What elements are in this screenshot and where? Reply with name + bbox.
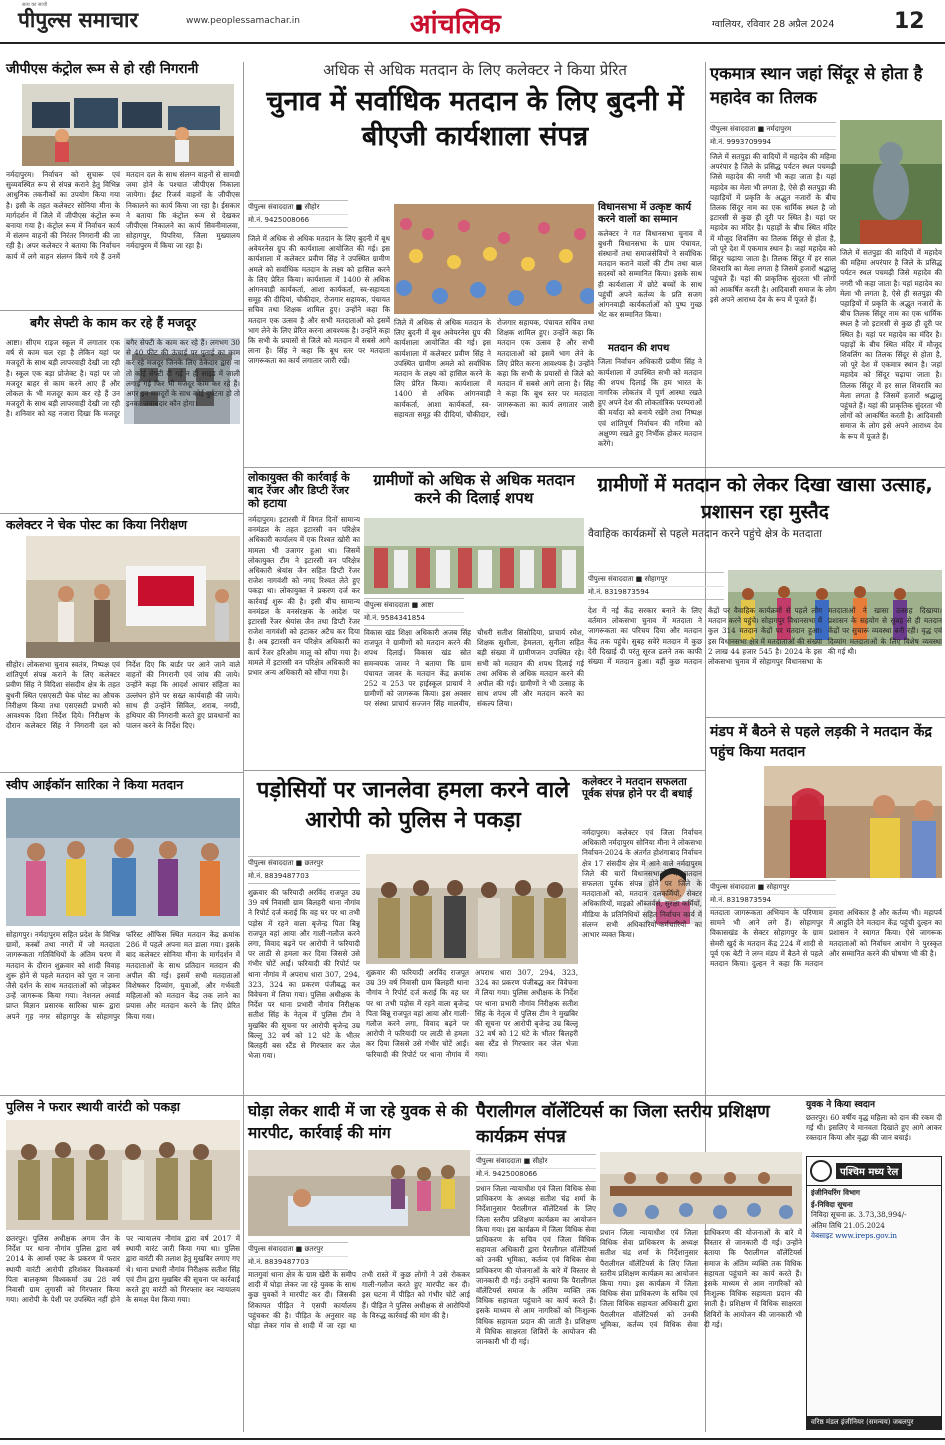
ad-line[interactable]: वेबसाइट www.ireps.gov.in	[811, 1230, 898, 1240]
body-continued: प्रधान जिला न्यायाधीश एवं जिला विधिक सेवा प्राधिकरण के अध्यक्ष सतीश चंद्र शर्मा के निर्देशानुसार पैरालीगल वॉलेंटियर्स के लिए जिला स्तरीय प्रशिक्षण कार्यक्रम का आयोजन किया गया। इस कार्यक्रम में जिला विधिक सेवा प्राधिकरण के सचिव एवं जिला विधिक सहायता अधिकारी द्वारा पैरालीगल वॉलेंटियर्स को उनकी भूमिका, कर्तव्य एवं विधिक सेवा प्राधिकरण की योजनाओं के बारे में विस्तार से जानकारी दी गई। उन्होंने बताया कि पैरालीगल वॉलेंटियर्स समाज के अंतिम व्यक्ति तक विधिक सहायता पहुंचाने का कार्य करते हैं। इसके माध्यम से आम नागरिकों को निःशुल्क विधिक सहायता प्रदान की जाती है। प्रशिक्षण में विधिक साक्षरता शिविरों के आयोजन की जानकारी भी दी गई।	[600, 1228, 802, 1329]
body: मातगुवां थाना क्षेत्र के ग्राम खेरी के समीप शादी में घोड़ा लेकर जा रहे युवक के साथ कुछ युवकों ने मारपीट कर दी। जिसकी शिकायत पीड़ित ने एसपी कार्यालय पहुंचकर की है। पीड़ित के अनुसार वह घोड़ा लेकर गांव से शादी में जा रहा था तभी रास्ते में कुछ लोगों ने उसे रोककर गाली-गलौज करते हुए मारपीट कर दी। इस घटना में पीड़ित को गंभीर चोटें आई हैं। पीड़ित ने पुलिस अधीक्षक से आरोपियों के विरुद्ध कार्रवाई की मांग की है।	[248, 1270, 470, 1331]
headline: कलेक्टर ने मतदान सफलता पूर्वक संपन्न होने पर दी बधाई	[582, 776, 693, 801]
shivling-photo	[840, 120, 942, 244]
body: विकास खंड शिक्षा अधिकारी अजब सिंह राजपूत ने ग्रामीणों को मतदान करने की शपथ दिलाई। विकास खंड स्रोत समन्वयक जावर ने बताया कि ग्राम पंचायत जावर के मतदान केंद्र क्रमांक 252 व 253 पर हाईस्कूल प्राचार्य ने ग्रामीणों को जागरूक किया। इस अवसर पर संस्था प्राचार्य सज्जन सिंह मालवीय, चौधरी सतीश सिसोदिया, प्राचार्य रमेश, शिक्षक सुशीला, हेमलता, सुनीता सहित बड़ी संख्या में ग्रामीणजन उपस्थित रहे। सभी को मतदान की शपथ दिलाई गई तथा अधिक से अधिक मतदान करने की अपील की गई। ग्रामीणों ने भी उत्साह के साथ शपथ ली और मतदान करने का संकल्प लिया।	[364, 628, 584, 709]
body: प्रधान जिला न्यायाधीश एवं जिला विधिक सेवा प्राधिकरण के अध्यक्ष सतीश चंद्र शर्मा के निर्देशानुसार पैरालीगल वॉलेंटियर्स के लिए जिला स्तरीय प्रशिक्षण कार्यक्रम का आयोजन किया गया। इस कार्यक्रम में जिला विधिक सेवा प्राधिकरण के सचिव एवं जिला विधिक सहायता अधिकारी द्वारा पैरालीगल वॉलेंटियर्स को उनकी भूमिका, कर्तव्य एवं विधिक सेवा प्राधिकरण की योजनाओं के बारे में विस्तार से जानकारी दी गई। उन्होंने बताया कि पैरालीगल वॉलेंटियर्स समाज के अंतिम व्यक्ति तक विधिक सहायता पहुंचाने का कार्य करते हैं। इसके माध्यम से आम नागरिकों को निःशुल्क विधिक सहायता प्रदान की जाती है। प्रशिक्षण में विधिक साक्षरता शिविरों के आयोजन की जानकारी भी दी गई।	[476, 1184, 596, 1347]
reporter-mobile: मो.नं. 8839487703	[248, 870, 360, 881]
body: शुक्रवार की फरियादी अरविंद राजपूत उम्र 39 वर्ष निवासी ग्राम बिलहरी थाना नौगांव ने रिपोर्ट दर्ज कराई कि वह घर पर था तभी पड़ोस में रहने वाला बृजेन्द्र पिता बिन्नू राजपूत वहां आया और गाली-गलौज करने लगा, विवाद बढ़ने पर आरोपी ने फरियादी पर लाठी से हमला कर दिया जिससे उसे गंभीर चोटें आईं। फरियादी की रिपोर्ट पर थाना नौगांव में अपराध धारा 307, 294, 323, 324 का प्रकरण पंजीबद्ध कर विवेचना में लिया गया। पुलिस अधीक्षक के निर्देश पर थाना प्रभारी नौगांव निरीक्षक सतीश सिंह के नेतृत्व में पुलिस टीम ने मुखबिर की सूचना पर आरोपी बृजेन्द्र उम्र बिल्लू 32 वर्ष को 12 घंटे के भीतर बिलहरी बस स्टैंड से गिरफ्तार कर जेल भेजा गया।	[248, 888, 360, 1061]
accused-police-photo	[366, 854, 578, 964]
page-border	[0, 1438, 945, 1440]
story-bride-votes	[710, 722, 942, 1092]
control-room-photo	[22, 84, 234, 166]
body-oath: जिला निर्वाचन अधिकारी प्रवीण सिंह ने कार्यशाला में उपस्थित सभी को मतदान की शपथ दिलाई कि हम भारत के नागरिक लोकतंत्र में पूर्ण आस्था रखते हुए अपने देश की लोकतांत्रिक परम्पराओं की मर्यादा को बनाये रखेंगे तथा निष्पक्ष एवं शांतिपूर्ण निर्वाचन की गरिमा को अक्षुण्ण रखते हुए निर्भीक होकर मतदान करेंगे।	[598, 357, 702, 449]
ad-line: इंजीनियरिंग विभाग	[811, 1188, 860, 1197]
brand-logo: पीपुल्स समाचार	[18, 8, 139, 32]
ad-filler	[807, 1241, 941, 1391]
voting-queue-photo	[6, 798, 240, 926]
headline: स्वीप आईकॉन सारिका ने किया मतदान	[6, 777, 184, 792]
body: नर्मदापुरम। कलेक्टर एवं जिला निर्वाचन अधिकारी नर्मदापुरम सोनिया मीना ने लोकसभा निर्वाचन-2024 के अंतर्गत होशंगाबाद निर्वाचन क्षेत्र 17 संसदीय क्षेत्र में आने वाले नर्मदापुरम जिले की चारों विधानसभाओं में मतदान सफलता पूर्वक संपन्न होने पर जिले के मतदाताओं को, मतदान दलकर्मियों, सेक्टर अधिकारियों, माइक्रो ऑब्जर्वर्स, सुरक्षा कर्मियों, मीडिया के प्रतिनिधियों सहित निर्वाचन कार्य में संलग्न सभी अधिकारियों-कर्मचारियों का आभार व्यक्त किया।	[582, 828, 702, 940]
story-oath-villagers	[364, 472, 584, 766]
headline: मंडप में बैठने से पहले लड़की ने मतदान केंद्र पहुंच किया मतदान	[710, 724, 932, 760]
headline: पड़ोसियों पर जानलेवा हमला करने वाले आरोपी को पुलिस ने पकड़ा	[256, 778, 570, 833]
body: नर्मदापुरम। इटारसी में विगत दिनों सामान्य वनमंडल के तहत इटारसी वन परिक्षेत्र अधिकारी कार्यालय में एक रिश्वत खोरी का मामला भी उजागर हुआ था। जिसमें लोकायुक्त टीम ने इटारसी वन परिक्षेत्र अधिकारी श्रेयांस जैन सहित डिप्टी रेंजर राजेश नागवंशी को नगद रिश्वत लेते हुए पकड़ा था। लोकायुक्त ने प्रकरण दर्ज कर कार्रवाई शुरू की है। इसी बीच सामान्य वनमंडल के वनसंरक्षक के आदेश पर इटारसी रेंजर श्रेयांस जैन तथा डिप्टी रेंजर राजेश नागवंशी को हटाकर अटैच कर दिया है। अब इटारसी वन परिक्षेत्र अधिकारी का कार्य रेंजर हरिओम मालू को सौंपा गया है। मामले में इटारसी वन परिक्षेत्र अधिकारी का प्रभार अन्य अधिकारी को सौंपा गया है।	[248, 514, 360, 677]
railway-tender-ad	[806, 1156, 942, 1430]
headline: पुलिस ने फरार स्थायी वारंटी को पकड़ा	[6, 1099, 181, 1114]
body: सोहागपुर। नर्मदापुरम सहित प्रदेश के विभिन्न ग्रामों, कस्बों तथा नगरों में जो मतदाता जागरूकता गतिविधियों के अंतिम चरण में मतदान के दौरान शुक्रवार को शादी विवाह शुरू होने से पहले मतदान को पूरा न जाना जैसे दर्शन के साथ मतदाताओं को जोड़कर उन्हें जागरूक किया गया। नेशनल अवार्ड प्राप्त विज्ञान प्रसारक सारिका घारू द्वारा अपने गृह नगर सोहागपुर के सोहागपुर फॉरेस्ट ऑफिस स्थित मतदान केंद्र क्रमांक 286 में पहले अपना मत डाला गया। इसके बाद कलेक्टर सोनिया मीना के मार्गदर्शन में मतदाताओं के साथ प्रतिदान मतदान की अपील की गई। इसमें सभी मतदाताओं विशेषकर दिव्यांग, युवाओं, और गर्भवती महिलाओं को मतदान केंद्र तक लाने का प्रयास और मतदान करने के लिए प्रेरित किया गया।	[6, 930, 240, 1021]
headline: बगैर सेफ्टी के काम कर रहे हैं मजदूर	[30, 315, 197, 330]
byline: पीपुल्स संवाददाता ■ छतरपुर मो.नं. 8839487703	[248, 856, 360, 884]
ad-line: ई-निविदा सूचना	[811, 1200, 853, 1210]
body: देश में नई केंद्र सरकार बनाने के लिए वर्तमान लोकसभा चुनाव में मतदाता ने जागरूकता का परिचय दिया और मतदान केंद्र तक पहुंचे। सुबह सवेरे मतदान में कुछ देरी दिखाई दी परंतु सूरज ढलने तक काफी संख्या में मतदान हुआ। वहीं कुछ मतदान केंद्रों पर वैवाहिक कार्यक्रमों से पहले लोग मतदान करने पहुंचे। सोहागपुर विधानसभा में कुल 314 मतदान केंद्रों पर मतदान हुआ। इस विधानसभा क्षेत्र में मतदाताओं की संख्या 2 लाख 44 हजार 545 है। 2024 के इस लोकसभा चुनाव में सोहागपुर विधानसभा के मतदाताओं ने खासा उत्साह दिखाया। प्रशासन के सहयोग से सुबह से ही मतदान केंद्रों पर सुचारू व्यवस्था बनी रही। वृद्ध एवं दिव्यांग मतदाताओं के लिए विशेष व्यवस्था की गई थी।	[588, 606, 942, 667]
story-neighbour-attack	[248, 776, 702, 1092]
sidebar-honour	[598, 202, 702, 462]
story-labour-safety	[6, 316, 240, 510]
body: जिले में सतपुड़ा की वादियों में महादेव की महिमा अपरंपार है जिले के प्रसिद्ध पर्यटन स्थल पचमढ़ी जिसे महादेव की नगरी भी कहा जाता है। यहां महादेव का मेला भी लगता है, ऐसे ही सतपुड़ा की पहाड़ियों में प्रकृति के अद्भुत नजारों के बीच तिलक सिंदूर नाम का एक धार्मिक स्थल है जो इटारसी से कुछ ही दूरी पर स्थित है। यहां पर महादेव का मंदिर है। पहाड़ों के बीच स्थित मंदिर में मौजूद शिवलिंग का तिलक सिंदूर से होता है, जो पूरे देश में एकमात्र स्थान है। जहां महादेव को सिंदूर चढ़ाया जाता है। तिलक सिंदूर में हर साल शिवरात्रि का मेला लगता है जिसमें हजारों श्रद्धालु पहुंचते हैं। यहां की प्राकृतिक सुंदरता भी लोगों को आकर्षित करती है। आदिवासी समाज के लोग इसे अपने आराध्य देव के रूप में पूजते हैं।	[710, 152, 836, 304]
headline: ग्रामीणों को अधिक से अधिक मतदान करने की दिलाई शपथ	[373, 471, 575, 507]
oath-group-photo	[364, 518, 584, 594]
story-check-post	[6, 518, 240, 768]
headline: ग्रामीणों में मतदान को लेकर दिखा खासा उत्साह, प्रशासन रहा मुस्तैद	[597, 474, 933, 523]
story-budni-workshop	[248, 62, 702, 464]
body: सीहोर। लोकसभा चुनाव स्वतंत्र, निष्पक्ष एवं शांतिपूर्ण संपन्न कराने के लिए कलेक्टर प्रवीण सिंह ने विदिशा संसदीय क्षेत्र के तहत बुधनी स्थित एसएसटी चेक पोस्ट का औचक निरीक्षण किया तथा एसएसटी प्रभारी को आवश्यक दिशा निर्देश दिये। निरीक्षण के दौरान कलेक्टर सिंह ने निगरानी दल को निर्देश दिए कि बार्डर पर आने जाने वाले वाहनों की निगरानी एवं जांच की जाये। उन्होंने कहा कि आदर्श आचार संहिता का उल्लंघन होने पर सख्त कार्यवाही की जाये। साथ ही उन्होंने सिविल, शराब, नगदी, हथियार की निगरानी करते हुए प्रावधानों का पालन करने के निर्देश दिए।	[6, 660, 240, 731]
headline: लोकायुक्त की कार्रवाई के बाद रेंजर और डिप्टी रेंजर को हटाया	[248, 471, 350, 510]
reporter-mobile: मो.नं. 9425008066	[476, 1168, 596, 1179]
story-sweep-icon	[6, 778, 240, 1092]
kicker: अधिक से अधिक मतदान के लिए कलेक्टर ने किया प्रेरित	[323, 61, 627, 79]
headline: एकमात्र स्थान जहां सिंदूर से होता है महादेव का तिलक	[710, 64, 923, 107]
railway-emblem-icon	[810, 1160, 832, 1182]
training-session-photo	[600, 1152, 802, 1224]
byline: पीपुल्स संवाददाता ■ आष्टा मो.नं. 9584341854	[364, 598, 464, 626]
byline: पीपुल्स संवाददाता ■ सोहागपुर मो.नं. 8319873594	[588, 572, 724, 600]
police-team-photo	[6, 1120, 240, 1230]
ad-org: पश्चिम मध्य रेल	[836, 1163, 902, 1179]
ad-header	[807, 1157, 941, 1186]
headline: जीपीएस कंट्रोल रूम से हो रही निगरानी	[6, 61, 199, 77]
page-number: 12	[894, 9, 925, 34]
story-villagers-enthusiasm	[588, 472, 942, 714]
story-sindoor-mahadev	[710, 62, 942, 466]
body: छतरपुर। पुलिस अधीक्षक अगम जैन के निर्देश पर थाना नौगांव पुलिस द्वारा वर्ष 2014 के आर्म्स एक्ट के प्रकरण में फरार स्थायी वारंटी आरोपी हरिशंकर विश्वकर्मा पिता बालकृष्ण विश्वकर्मा उम्र 28 वर्ष निवासी ग्राम लुगासी को गिरफ्तार किया गया। आरोपी के पेशी पर उपस्थित नहीं होने पर न्यायालय नौगांव द्वारा वर्ष 2017 में स्थायी वारंट जारी किया गया था। पुलिस द्वारा वारंटी की तलाश हेतु मुखबिर लगाए गए थे। थाना प्रभारी नौगांव निरीक्षक सतीश सिंह एवं टीम द्वारा मुखबिर की सूचना पर कार्रवाई करते हुए वारंटी को गिरफ्तार कर न्यायालय के समक्ष पेश किया गया।	[6, 1234, 240, 1305]
headline: युवक ने किया स्वदान	[806, 1100, 875, 1110]
body: नर्मदापुरम। निर्वाचन को सुचारू एवं सुव्यवस्थित रूप से संपन्न कराने हेतु विभिन्न आधुनिक तकनीकों का उपयोग किया गया है। इसी के तहत कलेक्टर सोनिया मीना के मार्गदर्शन में जिले में जीपीएस कंट्रोल रूम बनाया गया है। कंट्रोल रूम में निर्वाचन कार्य में संलग्न वाहनों की निरंतर निगरानी की जा रही है। अपर कलेक्टर ने बताया कि निर्वाचन कार्य में लगे वाहन संलग्न किये गये हैं उनमें मतदान दल के साथ संलग्न वाहनों से सामग्री जमा होने के पश्चात जीपीएस निकाला जायेगा। ईस्ट रिजर्व वाहनों के जीपीएस निकालने का कार्य किया जा रहा है। ईसकार ने बताया कि कंट्रोल रूम से देखकर जीपीएस निकालने का कार्य सिवनीमालवा, सोहागपुर, पिपरिया, जिला मुख्यालय नर्मदापुरम में किया जा रहा है।	[6, 170, 240, 261]
ad-line: निविदा सूचना क्र. 3.73,38,994/-	[811, 1210, 907, 1220]
brief-blood-donation	[806, 1100, 942, 1152]
byline: पीपुल्स संवाददाता ■ सीहोर मो.नं. 9425008066	[248, 200, 348, 228]
story-collector-congrats	[582, 776, 702, 1090]
body-continued: शुक्रवार की फरियादी अरविंद राजपूत उम्र 39 वर्ष निवासी ग्राम बिलहरी थाना नौगांव ने रिपोर्ट दर्ज कराई कि वह घर पर था तभी पड़ोस में रहने वाला बृजेन्द्र पिता बिन्नू राजपूत वहां आया और गाली-गलौज करने लगा, विवाद बढ़ने पर आरोपी ने फरियादी पर लाठी से हमला कर दिया जिससे उसे गंभीर चोटें आईं। फरियादी की रिपोर्ट पर थाना नौगांव में अपराध धारा 307, 294, 323, 324 का प्रकरण पंजीबद्ध कर विवेचना में लिया गया। पुलिस अधीक्षक के निर्देश पर थाना प्रभारी नौगांव निरीक्षक सतीश सिंह के नेतृत्व में पुलिस टीम ने मुखबिर की सूचना पर आरोपी बृजेन्द्र उम्र बिल्लू 32 वर्ष को 12 घंटे के भीतर बिलहरी बस स्टैंड से गिरफ्तार कर जेल भेजा गया।	[366, 968, 578, 1059]
byline: पीपुल्स संवाददाता ■ सोहागपुर मो.नं. 8319873594	[710, 880, 836, 908]
body-continued: जिले में सतपुड़ा की वादियों में महादेव की महिमा अपरंपार है जिले के प्रसिद्ध पर्यटन स्थल पचमढ़ी जिसे महादेव की नगरी भी कहा जाता है। यहां महादेव का मेला भी लगता है, ऐसे ही सतपुड़ा की पहाड़ियों में प्रकृति के अद्भुत नजारों के बीच तिलक सिंदूर नाम का एक धार्मिक स्थल है जो इटारसी से कुछ ही दूरी पर स्थित है। यहां पर महादेव का मंदिर है। पहाड़ों के बीच स्थित मंदिर में मौजूद शिवलिंग का तिलक सिंदूर से होता है, जो पूरे देश में एकमात्र स्थान है। जहां महादेव को सिंदूर चढ़ाया जाता है। तिलक सिंदूर में हर साल शिवरात्रि का मेला लगता है जिसमें हजारों श्रद्धालु पहुंचते हैं। यहां की प्राकृतिक सुंदरता भी लोगों को आकर्षित करती है। आदिवासी समाज के लोग इसे अपने आराध्य देव के रूप में पूजते हैं।	[840, 248, 942, 441]
story-paralegal-training	[476, 1100, 802, 1430]
story-horse-assault	[248, 1100, 470, 1430]
reporter-mobile: मो.नं. 8319873594	[710, 894, 836, 905]
section-title: आंचलिक	[410, 9, 501, 40]
reporter-mobile: मो.नं. 8839487703	[248, 1256, 348, 1267]
ad-footer: वरिष्ठ मंडल इंजीनियर (समन्वय) जबलपुर	[807, 1416, 941, 1429]
headline: घोड़ा लेकर शादी में जा रहे युवक से की मारपीट, कार्रवाई की मांग	[248, 1102, 468, 1142]
reporter-mobile: मो.नं. 9993709994	[710, 136, 836, 147]
body: आष्टा। सीएम राइज स्कूल में लगातार एक वर्ष से काम चल रहा है लेकिन यहां पर मजदूरों के साथ बड़ी लापरवाही देखी जा रही है। स्कूल एक बड़ा प्रोजेक्ट है। यहां पर जो मजदूर बाहर से काम करने आए हैं और लोकल के भी मजदूर काम कर रहे हैं उन मजदूरों के साथ बड़ी लापरवाही देखी जा रही है। शनिवार को यह नजारा दिखा कि मजदूर बगैर सेफ्टी के काम कर रहे हैं। लगभग 30 से 40 फीट की ऊंचाई पर पुताई का काम कर रहे मजदूर जिनके लिए ठेकेदार द्वारा ना तो कोई सेफ्टी दी गई न ही साइड में जाली लगाई गई फिर भी मजदूर काम कर रहे हैं। अगर इन मजदूरों के साथ कोई दुर्घटना हो तो इनका जवाबदार कौन होगा।	[6, 338, 240, 419]
issue-date: ग्वालियर, रविवार 28 अप्रैल 2024	[712, 19, 835, 30]
reporter-mobile: मो.नं. 9584341854	[364, 612, 464, 623]
bride-voter-photo	[764, 766, 942, 878]
body-continued: जिले में अधिक से अधिक मतदान के लिए बुदनी में बूथ अवेयरनेस ग्रुप की कार्यशाला आयोजित की गई। इस कार्यशाला में कलेक्टर प्रवीण सिंह ने उपस्थित ग्रामीण अमले को सर्वाधिक मतदान के लक्ष्य को हासिल करने के लिए प्रेरित किया। कार्यशाला में 1400 से अधिक आंगनवाड़ी कार्यकर्ता, आशा कार्यकर्ता, स्व-सहायता समूह की दीदियां, चौकीदार, रोजगार सहायक, पंचायत सचिव तथा शिक्षक शामिल हुए। उन्होंने कहा कि मतदान एक उत्सव है और सभी मतदाताओं को इसमें भाग लेने के लिए प्रेरित करना आवश्यक है। उन्होंने कहा कि सभी के प्रयासों से जिले को मतदान में सबसे आगे लाना है। सिंह ने कहा कि बूथ स्तर पर मतदाता जागरूकता का कार्य लगातार जारी रखें।	[394, 318, 594, 419]
reporter-mobile: मो.नं. 9425008066	[248, 214, 348, 225]
body: जिले में अधिक से अधिक मतदान के लिए बुदनी में बूथ अवेयरनेस ग्रुप की कार्यशाला आयोजित की गई। इस कार्यशाला में कलेक्टर प्रवीण सिंह ने उपस्थित ग्रामीण अमले को सर्वाधिक मतदान के लक्ष्य को हासिल करने के लिए प्रेरित किया। कार्यशाला में 1400 से अधिक आंगनवाड़ी कार्यकर्ता, आशा कार्यकर्ता, स्व-सहायता समूह की दीदियां, चौकीदार, रोजगार सहायक, पंचायत सचिव तथा शिक्षक शामिल हुए। उन्होंने कहा कि मतदान एक उत्सव है और सभी मतदाताओं को इसमें भाग लेने के लिए प्रेरित करना आवश्यक है। उन्होंने कहा कि सभी के प्रयासों से जिले को मतदान में सबसे आगे लाना है। सिंह ने कहा कि बूथ स्तर पर मतदाता जागरूकता का कार्य लगातार जारी रखें।	[248, 234, 390, 366]
subhead: विधानसभा में उत्कृष्ट कार्य करने वालों का सम्मान	[598, 202, 692, 225]
byline: पीपुल्स संवाददाता ■ नर्मदापुरम मो.नं. 9993709994	[710, 122, 836, 150]
body: कलेक्टर ने गत विधानसभा चुनाव में बुधनी विधानसभा के ग्राम पंचायत, संस्थानों तथा समाजसेवियों ने सर्वाधिक मतदान कराने वालों की टीम तथा बाल सदस्यों को सम्मानित किया। इसके साथ ही कार्यशाला में छोटे बच्चों के साथ पहुंचीं अपने कर्तव्य के प्रति सजग आंगनवाड़ी कार्यकर्ताओं को पुष्प गुच्छ भेंट कर सम्मानित किया।	[598, 228, 702, 320]
workshop-crowd-photo	[394, 204, 594, 314]
subheadline: वैवाहिक कार्यक्रमों से पहले मतदान करने पहुंचे क्षेत्र के मतदाता	[588, 528, 822, 540]
reporter-mobile: मो.नं. 8319873594	[588, 586, 724, 597]
ad-line: अंतिम तिथि 21.05.2024	[811, 1220, 885, 1230]
story-warrantee-arrest	[6, 1100, 240, 1430]
body: मतदाता जागरूकता अभियान के परिणाम सामने भी आने लगे हैं। सोहागपुर विकासखंड के सेक्टर सोहागपुर के ग्राम सेमरी खुर्द के मतदान केंद्र 224 में शादी से पूर्व एक बेटी ने लग्न मंडप में बैठने से पहले मतदान किया। दुल्हन ने कहा कि मतदान हमारा अधिकार है और कर्तव्य भी। महापर्व में आहुति देने मतदान केंद्र पहुंची दुल्हन का प्रशासन ने स्वागत किया। ऐसे जागरूक मतदाताओं को निर्वाचन आयोग ने पुरस्कृत और सम्मानित करने की घोषणा भी की है।	[710, 908, 942, 969]
headline: कलेक्टर ने चेक पोस्ट का किया निरीक्षण	[6, 517, 188, 532]
brand-tagline: सत्य का साथी	[22, 2, 48, 8]
byline: पीपुल्स संवाददाता ■ सीहोर मो.नं. 9425008066	[476, 1154, 596, 1182]
masthead	[0, 0, 945, 44]
story-gps-control-room	[6, 62, 240, 307]
injured-youth-photo	[248, 1150, 470, 1236]
headline: पैरालीगल वॉलेंटियर्स का जिला स्तरीय प्रशिक्षण कार्यक्रम संपन्न	[476, 1102, 770, 1147]
subhead-oath: मतदान की शपथ	[608, 342, 670, 354]
site-url[interactable]: www.peoplessamachar.in	[186, 16, 300, 26]
byline: पीपुल्स संवाददाता ■ छतरपुर मो.नं. 8839487703	[248, 1242, 348, 1270]
check-post-photo	[26, 536, 240, 658]
headline: चुनाव में सर्वाधिक मतदान के लिए बुदनी में बीएजी कार्यशाला संपन्न	[266, 85, 684, 152]
story-lokayukta-ranger	[248, 472, 360, 766]
body: छतरपुर। 60 वर्षीय वृद्ध महिला को दान की रकम दी गई थी। इसलिए ये मानवता दिखाते हुए आगे आकर रक्तदान किया और वृद्धा की जान बचाई।	[806, 1112, 942, 1143]
